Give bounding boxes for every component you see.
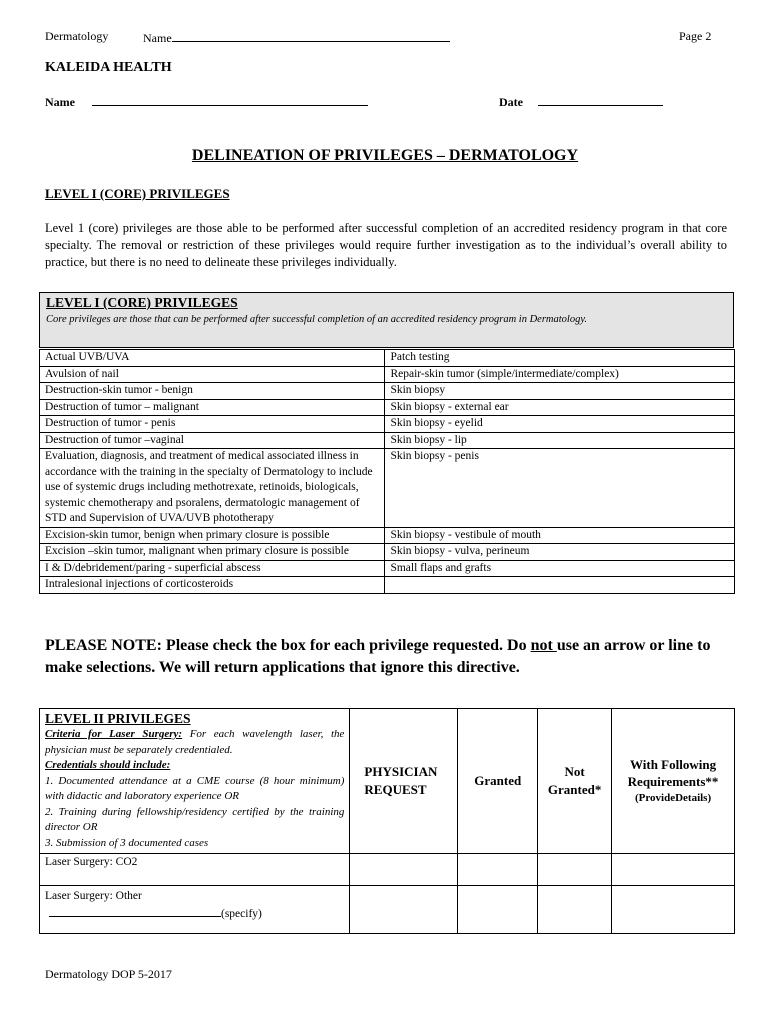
note-part1: PLEASE NOTE: Please check the box for each privilege requested. Do xyxy=(45,637,531,654)
core-box-heading: LEVEL I (CORE) PRIVILEGES xyxy=(46,295,238,310)
level2-row-label: Laser Surgery: CO2 xyxy=(40,854,350,886)
core-privilege-left: Destruction-skin tumor - benign xyxy=(40,383,385,400)
core-privilege-right: Skin biopsy xyxy=(385,383,735,400)
checkbox-with-requirements[interactable] xyxy=(612,854,735,886)
checkbox-physician-request[interactable] xyxy=(350,886,458,934)
level2-row-co2 xyxy=(40,854,735,886)
core-privilege-left: Actual UVB/UVA xyxy=(40,350,385,367)
core-paragraph: Level 1 (core) privileges are those able to be performed after successful completion of an accredited residency program in that core specialty. The removal or restriction of these privileges would require further investigation as to the individual’s overall ability to practice, but there is no need to delineate these privileges individually. xyxy=(45,221,727,269)
core-privilege-left: Intralesional injections of corticosteroids xyxy=(40,577,385,594)
core-row xyxy=(40,527,735,544)
core-privilege-right: Patch testing xyxy=(385,350,735,367)
core-row xyxy=(40,399,735,416)
checkbox-not-granted[interactable] xyxy=(538,854,612,886)
level2-heading: LEVEL II PRIVILEGES xyxy=(45,711,191,726)
level2-criteria xyxy=(45,727,344,851)
core-privilege-left: Excision –skin tumor, malignant when primary closure is possible xyxy=(40,544,385,561)
core-privilege-right xyxy=(385,577,735,594)
date-line[interactable] xyxy=(538,93,663,106)
criteria-text: For each wavelength laser, the physician must be separately credentialed. xyxy=(45,728,345,756)
col-requirements-line2: Requirements** xyxy=(627,773,719,789)
level2-row-label: Laser Surgery: Other xyxy=(45,890,142,902)
credential-3: 3. Submission of 3 documented cases xyxy=(45,836,209,849)
core-privilege-left: I & D/debridement/paring - superficial abscess xyxy=(40,560,385,577)
checkbox-granted[interactable] xyxy=(458,886,538,934)
core-privilege-left: Evaluation, diagnosis, and treatment of medical associated illness in accordance with the training in the specialty of Dermatology to include use of systemic drugs including methotrexate, retinoids, biologicals, systemic chemotherapy and psoralens, dermatologic management of STD and Supervision of UVA/UVB phototherapy xyxy=(40,449,385,528)
header-name-line[interactable] xyxy=(172,29,450,42)
core-privilege-right: Skin biopsy - penis xyxy=(385,449,735,528)
checkbox-granted[interactable] xyxy=(458,854,538,886)
level2-header-row xyxy=(40,709,735,854)
org-name: KALEIDA HEALTH xyxy=(45,60,172,75)
core-privilege-left: Destruction of tumor - penis xyxy=(40,416,385,433)
credentials-label: Credentials should include: xyxy=(45,759,171,771)
please-note xyxy=(45,635,735,679)
core-row xyxy=(40,544,735,561)
core-box-header xyxy=(39,292,734,348)
core-privilege-right: Skin biopsy - eyelid xyxy=(385,416,735,433)
level2-row-other-cell xyxy=(40,886,350,934)
col-not-granted xyxy=(538,709,612,854)
checkbox-not-granted[interactable] xyxy=(538,886,612,934)
core-row xyxy=(40,383,735,400)
footer: Dermatology DOP 5-2017 xyxy=(45,967,172,981)
core-row xyxy=(40,366,735,383)
level2-criteria-cell xyxy=(40,709,350,854)
core-row xyxy=(40,449,735,528)
core-privileges-table xyxy=(39,349,735,594)
core-privilege-left: Excision-skin tumor, benign when primary closure is possible xyxy=(40,527,385,544)
core-privilege-right: Skin biopsy - external ear xyxy=(385,399,735,416)
core-row xyxy=(40,350,735,367)
page-title: DELINEATION OF PRIVILEGES – DERMATOLOGY xyxy=(191,147,579,164)
level2-row-other xyxy=(40,886,735,934)
header-name-label: Name xyxy=(143,31,172,45)
date-field xyxy=(499,93,663,110)
col-requirements xyxy=(612,709,735,854)
col-requirements-line1: With Following xyxy=(630,756,717,772)
col-physician-request-line1: PHYSICIAN xyxy=(364,764,438,779)
core-section-heading: LEVEL I (CORE) PRIVILEGES xyxy=(45,186,230,201)
col-requirements-line3: (ProvideDetails) xyxy=(634,791,712,804)
applicant-name-label: Name xyxy=(45,95,75,109)
core-privilege-right: Skin biopsy - lip xyxy=(385,432,735,449)
core-privilege-right: Skin biopsy - vestibule of mouth xyxy=(385,527,735,544)
core-privilege-right: Skin biopsy - vulva, perineum xyxy=(385,544,735,561)
core-row xyxy=(40,577,735,594)
note-not: not xyxy=(530,637,557,654)
core-privilege-right: Repair-skin tumor (simple/intermediate/complex) xyxy=(385,366,735,383)
col-not-granted-line2: Granted* xyxy=(547,782,602,797)
core-row xyxy=(40,432,735,449)
credential-1: 1. Documented attendance at a CME course (8 hour minimum) with didactic and laboratory experience OR xyxy=(45,774,345,802)
col-physician-request-line2: REQUEST xyxy=(364,782,427,797)
core-privilege-left: Destruction of tumor –vaginal xyxy=(40,432,385,449)
date-label: Date xyxy=(499,95,523,109)
specify-line[interactable] xyxy=(49,905,221,917)
credential-2: 2. Training during fellowship/residency certified by the training director OR xyxy=(45,805,345,833)
core-row xyxy=(40,560,735,577)
header-name-field xyxy=(143,29,450,46)
note-part2: use an arrow or line to make selections. We will return applications that ignore this directive. xyxy=(45,637,711,676)
core-row xyxy=(40,416,735,433)
applicant-name-field xyxy=(45,93,368,110)
col-granted: Granted xyxy=(458,709,538,854)
core-privilege-left: Destruction of tumor – malignant xyxy=(40,399,385,416)
page-number: Page 2 xyxy=(679,29,712,43)
level2-privileges-table xyxy=(39,708,735,934)
criteria-label: Criteria for Laser Surgery: xyxy=(45,728,183,740)
applicant-name-line[interactable] xyxy=(92,93,368,106)
core-box-subtitle: Core privileges are those that can be performed after successful completion of an accredited residency program in Dermatology. xyxy=(46,314,588,325)
header-department: Dermatology xyxy=(45,29,109,43)
checkbox-physician-request[interactable] xyxy=(350,854,458,886)
core-privilege-left: Avulsion of nail xyxy=(40,366,385,383)
col-physician-request xyxy=(350,709,458,854)
core-privilege-right: Small flaps and grafts xyxy=(385,560,735,577)
col-not-granted-line1: Not xyxy=(564,764,585,779)
checkbox-with-requirements[interactable] xyxy=(612,886,735,934)
specify-label: (specify) xyxy=(221,908,262,920)
